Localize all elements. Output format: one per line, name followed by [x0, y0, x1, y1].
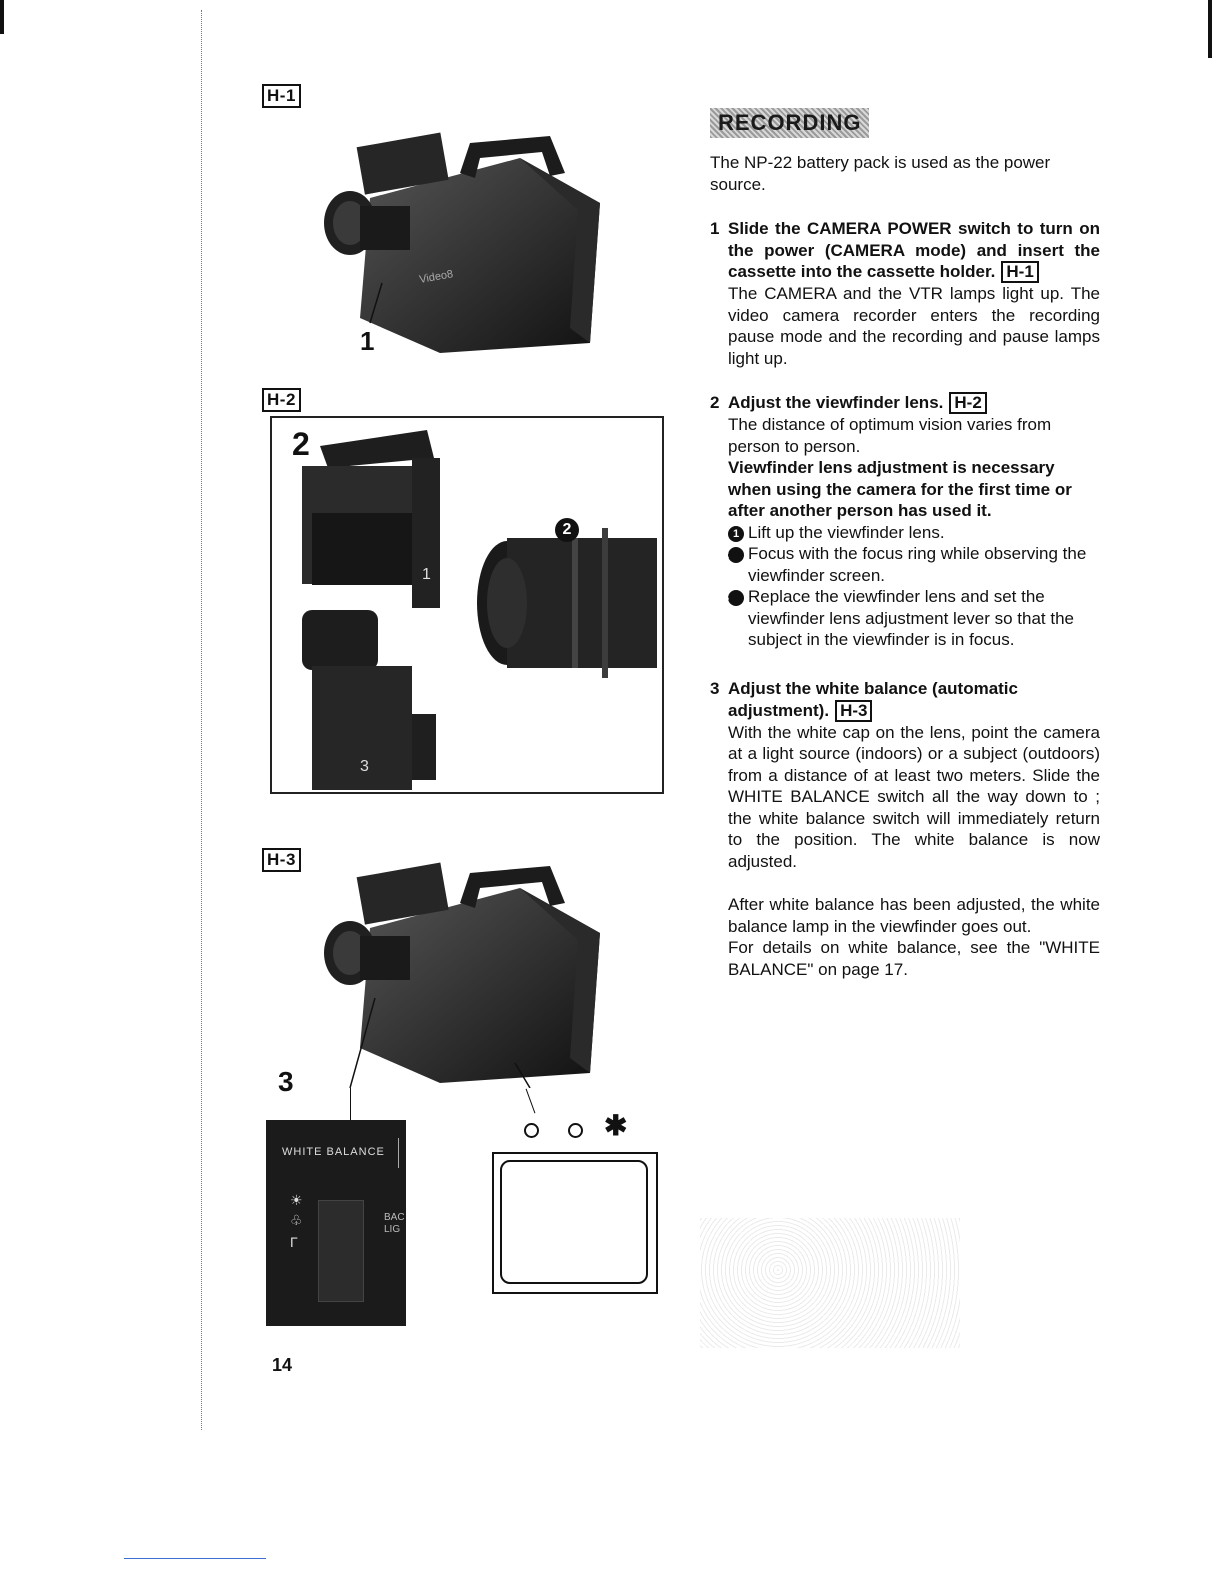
intro-paragraph: [710, 152, 1100, 195]
photo-frame-h2: [270, 416, 664, 794]
callout-number-h3: 3: [278, 1066, 294, 1097]
step-2-figure-ref: H-2: [949, 392, 986, 414]
step-3-instruction: Adjust the white balance (automatic adjustment).: [728, 679, 1018, 720]
step-3: [710, 678, 1100, 980]
step-1-description: The CAMERA and the VTR lamps light up. The video camera recorder enters the recording pause mode and the recording and pause lamps light up.: [728, 284, 1100, 368]
lamp-off-icon-2: [568, 1123, 583, 1138]
substep-3-text: Replace the viewfinder lens and set the viewfinder lens adjustment lever so that the subject in the viewfinder is in focus.: [748, 587, 1075, 649]
step-2-substep-3: [722, 586, 1100, 651]
callout-line-h3: [350, 1088, 351, 1120]
step-2-description: The distance of optimum vision varies from person to person.: [728, 415, 1052, 456]
binding-line: [201, 10, 202, 1430]
figure-label-h1: H-1: [262, 84, 301, 108]
step-2-substep-2: [722, 543, 1100, 586]
white-balance-reset-icon: Γ: [290, 1234, 298, 1250]
step-2-substep-1: [728, 522, 1100, 544]
lamp-off-icon-1: [524, 1123, 539, 1138]
step-3-figure-ref: H-3: [835, 700, 872, 722]
white-balance-panel-side-label: BAC LIG: [384, 1212, 405, 1235]
camera-badge-text: Video8: [418, 268, 455, 286]
step-2-note: Viewfinder lens adjustment is necessary when using the camera for the first time or after another person has used it.: [728, 458, 1072, 520]
substep-marker-3: 3: [728, 590, 744, 606]
figure-label-h2: H-2: [262, 388, 301, 412]
camcorder-illustration-h3: [320, 848, 610, 1088]
callout-number-h2-main: 2: [292, 426, 310, 462]
step-1: [710, 218, 1100, 369]
substep-1-text: Lift up the viewfinder lens.: [748, 522, 945, 542]
left-edge-mark: [0, 0, 4, 34]
step-2: [710, 392, 1100, 651]
step-1-number: 1: [710, 219, 720, 238]
callout-number-h2-3: 3: [360, 758, 369, 775]
callout-bubble-h2: 2: [555, 518, 579, 542]
white-balance-panel-divider: [398, 1138, 399, 1168]
step-3-number: 3: [710, 679, 720, 698]
white-balance-slider: [318, 1200, 364, 1302]
step-1-instruction: Slide the CAMERA POWER switch to turn on the power (CAMERA mode) and insert the cassette into the cassette holder.: [728, 219, 1100, 281]
step-3-see-also: For details on white balance, see the "WHITE BALANCE" on page 17.: [728, 938, 1100, 979]
substep-marker-2: 2: [728, 547, 744, 563]
page-number: 14: [272, 1355, 293, 1375]
substep-marker-1: 1: [728, 526, 744, 542]
intro-text: The NP-22 battery pack is used as the power source.: [710, 153, 1051, 194]
bottom-rule: [124, 1558, 266, 1559]
lamp-blinking-icon: ✱: [604, 1110, 628, 1141]
white-balance-panel-title: WHITE BALANCE: [282, 1146, 385, 1158]
viewfinder-adjustment-photo: [272, 418, 662, 792]
step-1-figure-ref: H-1: [1001, 261, 1038, 283]
step-3-description: With the white cap on the lens, point the camera at a light source (indoors) or a subject (outdoors) from a distance of at least two meters. Slide the WHITE BALANCE switch all the way down to ; the white balance switch will immediately return to the position. The white balance is now adjusted.: [728, 722, 1100, 871]
figure-label-h3: H-3: [262, 848, 301, 872]
right-edge-mark: [1208, 0, 1212, 58]
callout-number-h2-1: 1: [422, 566, 431, 583]
callout-number-h1: 1: [360, 326, 375, 356]
step-3-after-adjust: After white balance has been adjusted, the white balance lamp in the viewfinder goes out.: [728, 895, 1100, 936]
lamp-icon: ♧: [290, 1212, 303, 1228]
camcorder-illustration-h1: [320, 118, 610, 358]
step-2-instruction: Adjust the viewfinder lens.: [728, 393, 944, 412]
viewfinder-screen-inner: [500, 1160, 648, 1284]
sun-icon: ☀: [290, 1192, 303, 1208]
callout-line-h3-right: [526, 1089, 536, 1114]
step-2-number: 2: [710, 393, 720, 412]
substep-2-text: Focus with the focus ring while observing the viewfinder screen.: [748, 544, 1087, 585]
white-balance-switch-panel: [266, 1120, 406, 1326]
scan-halftone-artifact: [700, 1218, 960, 1348]
section-heading: RECORDING: [710, 108, 869, 138]
